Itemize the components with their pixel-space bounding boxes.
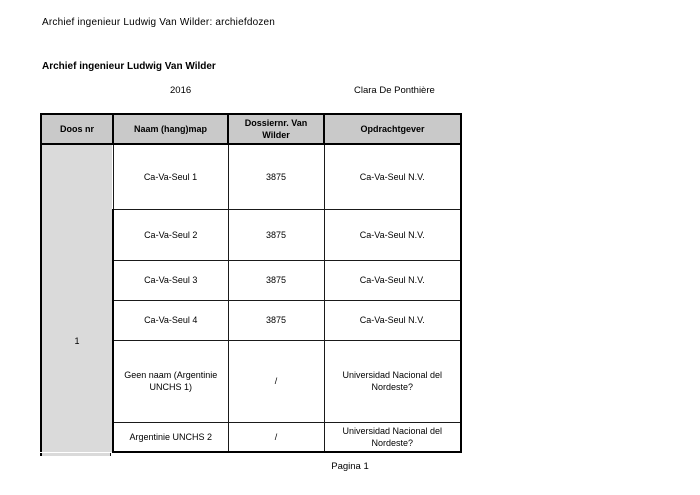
cell-dossiernr: / [228,340,324,422]
page-number: Pagina 1 [331,461,369,472]
cell-dossiernr: 3875 [228,260,324,300]
document-year: 2016 [170,85,192,96]
cell-opdrachtgever: Ca-Va-Seul N.V. [324,300,461,340]
cell-dossiernr: / [228,422,324,452]
column-header-opdrachtgever: Opdrachtgever [324,114,461,144]
cell-naam: Ca-Va-Seul 4 [113,300,228,340]
document-title: Archief ingenieur Ludwig Van Wilder [42,61,216,72]
doos-nr-value: 1 [74,336,80,346]
doos-nr-cell [41,144,113,452]
cell-opdrachtgever: Universidad Nacional del Nordeste? [324,340,461,422]
cell-naam: Ca-Va-Seul 3 [113,260,228,300]
cell-naam: Ca-Va-Seul 1 [113,144,228,209]
cell-dossiernr: 3875 [228,300,324,340]
cell-opdrachtgever: Ca-Va-Seul N.V. [324,209,461,260]
column-header-dossiernr: Dossiernr. Van Wilder [228,114,324,144]
column-header-naam: Naam (hang)map [113,114,228,144]
cell-opdrachtgever: Universidad Nacional del Nordeste? [324,422,461,452]
cell-naam: Argentinie UNCHS 2 [113,422,228,452]
cell-naam: Ca-Va-Seul 2 [113,209,228,260]
document-author: Clara De Ponthière [354,85,435,96]
cell-naam: Geen naam (Argentinie UNCHS 1) [113,340,228,422]
cell-dossiernr: 3875 [228,144,324,209]
document-header-line: Archief ingenieur Ludwig Van Wilder: archiefdozen [42,17,276,28]
cell-opdrachtgever: Ca-Va-Seul N.V. [324,260,461,300]
archive-table-container [40,113,462,456]
doos-cell-pagebreak-tail [40,453,111,456]
cell-opdrachtgever: Ca-Va-Seul N.V. [324,144,461,209]
column-header-doos-nr: Doos nr [41,114,113,144]
archive-table [40,113,462,453]
table-row [41,144,461,209]
cell-dossiernr: 3875 [228,209,324,260]
table-header-row [41,114,461,144]
